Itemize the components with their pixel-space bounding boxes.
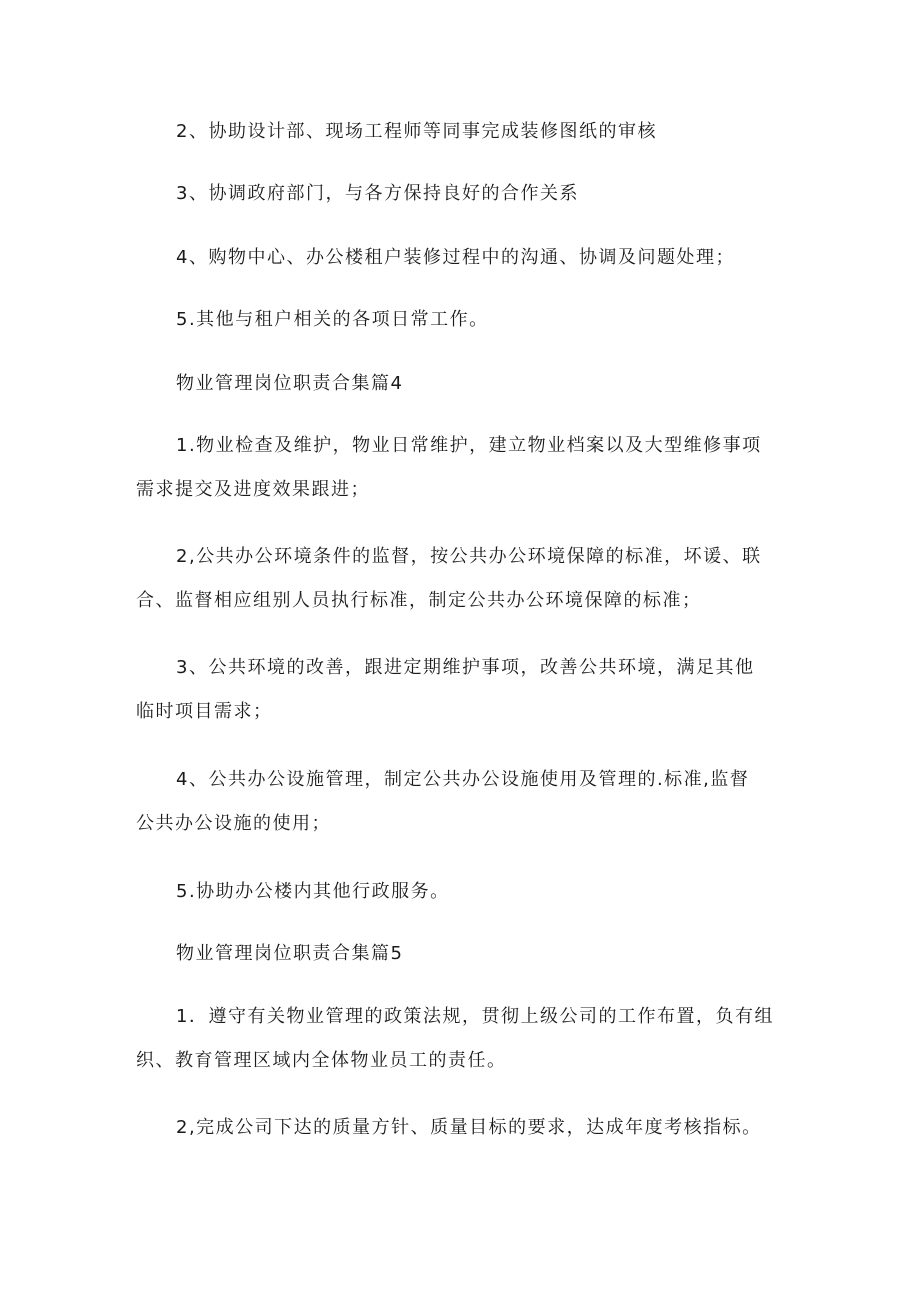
paragraph-line: 4、购物中心、办公楼租户装修过程中的沟通、协调及问题处理；: [176, 247, 735, 268]
paragraph-line: 需求提交及进度效果跟进；: [136, 479, 370, 500]
paragraph-line: 5.其他与租户相关的各项日常工作。: [176, 309, 489, 330]
paragraph-2-design-review: [136, 110, 786, 154]
paragraph-line: 合、监督相应组别人员执行标准，制定公共办公环境保障的标准；: [136, 590, 702, 611]
paragraph-line: 临时项目需求；: [136, 701, 273, 722]
section-heading: 物业管理岗位职责合集篇5: [176, 943, 404, 964]
paragraph-line: 2、协助设计部、现场工程师等同事完成装修图纸的审核: [176, 121, 657, 142]
paragraph-line: 4、公共办公设施管理，制定公共办公设施使用及管理的.标准,监督: [176, 769, 750, 790]
paragraph-line: 3、协调政府部门，与各方保持良好的合作关系: [176, 183, 579, 204]
paragraph-line: 5.协助办公楼内其他行政服务。: [176, 881, 450, 902]
paragraph-line: 公共办公设施的使用；: [136, 813, 331, 834]
paragraph-3-government-coordination: [136, 172, 786, 216]
paragraph-2-quality-targets: [136, 1106, 786, 1150]
section-heading-4: [136, 362, 786, 406]
paragraph-line: 3、公共环境的改善，跟进定期维护事项，改善公共环境，满足其他: [176, 657, 755, 678]
paragraph-line: 2,完成公司下达的质量方针、质量目标的要求，达成年度考核指标。: [176, 1117, 762, 1138]
paragraph-line: 织、教育管理区域内全体物业员工的责任。: [136, 1050, 507, 1071]
paragraph-4-tenant-renovation: [136, 236, 786, 280]
paragraph-1-regulations: [136, 995, 786, 1083]
section-heading: 物业管理岗位职责合集篇4: [176, 373, 404, 394]
paragraph-3-environment-improvement: [136, 646, 786, 734]
paragraph-5-daily-work: [136, 298, 786, 342]
paragraph-2-office-environment: [136, 535, 786, 623]
paragraph-5-admin-services: [136, 870, 786, 914]
paragraph-line: 1．遵守有关物业管理的政策法规，贯彻上级公司的工作布置，负有组: [176, 1006, 774, 1027]
section-heading-5: [136, 932, 786, 976]
paragraph-line: 2,公共办公环境条件的监督，按公共办公环境保障的标准，坏谖、联: [176, 546, 762, 567]
paragraph-1-property-maintenance: [136, 424, 786, 512]
paragraph-4-facility-management: [136, 758, 786, 846]
paragraph-line: 1.物业检查及维护，物业日常维护，建立物业档案以及大型维修事项: [176, 435, 762, 456]
